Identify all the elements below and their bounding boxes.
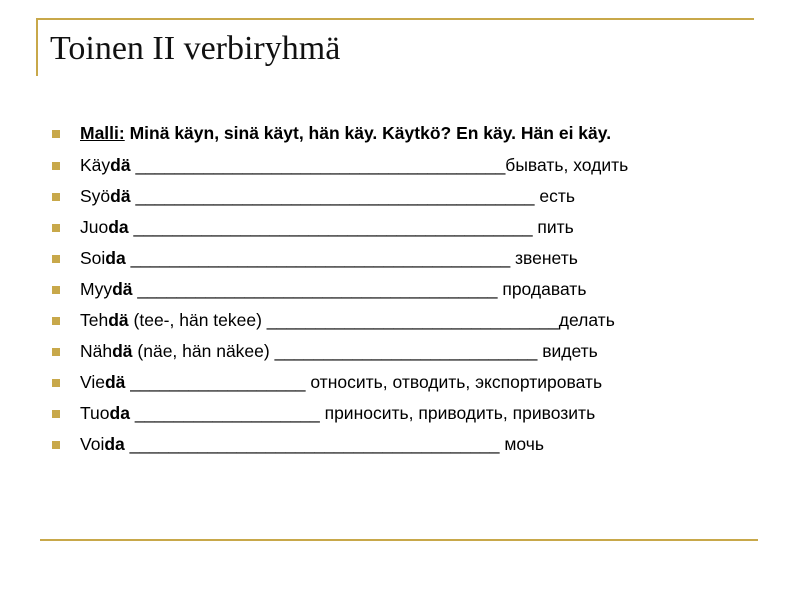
list-item	[50, 431, 770, 457]
verb-tail: _________________________________________ есть	[130, 186, 575, 206]
frame-left-rule	[36, 18, 38, 76]
verb-ending: da	[104, 434, 125, 454]
verb-tail: ______________________________________ мочь	[124, 434, 544, 454]
malli-label: Malli:	[80, 123, 125, 143]
verb-tail: _____________________________________ продавать	[132, 279, 587, 299]
verb-stem: Juo	[80, 217, 109, 237]
verb-ending: da	[108, 217, 129, 237]
square-bullet-icon	[52, 255, 60, 263]
verb-ending: da	[109, 403, 130, 423]
square-bullet-icon	[52, 379, 60, 387]
square-bullet-icon	[52, 224, 60, 232]
list-item	[50, 245, 770, 271]
frame-top-rule	[36, 18, 754, 20]
verb-ending: dä	[112, 341, 133, 361]
verb-stem: Soi	[80, 248, 106, 268]
verb-ending: da	[105, 248, 126, 268]
verb-tail: _________________________________________ пить	[128, 217, 574, 237]
frame-bottom-rule	[40, 539, 758, 541]
square-bullet-icon	[52, 410, 60, 418]
verb-ending: dä	[112, 279, 133, 299]
list-item	[50, 400, 770, 426]
list-item	[50, 152, 770, 178]
verb-tail: ______________________________________бывать, ходить	[130, 155, 629, 175]
list-item-malli	[50, 120, 730, 146]
square-bullet-icon	[52, 193, 60, 201]
square-bullet-icon	[52, 162, 60, 170]
list-item	[50, 307, 770, 333]
verb-stem: Teh	[80, 310, 109, 330]
verb-stem: Käy	[80, 155, 111, 175]
verb-tail: ___________________ приносить, приводить, привозить	[129, 403, 596, 423]
square-bullet-icon	[52, 130, 60, 138]
verb-tail: (tee-, hän tekee) ______________________________делать	[128, 310, 615, 330]
verb-ending: dä	[110, 186, 131, 206]
verb-tail: _______________________________________ звенеть	[125, 248, 578, 268]
verb-stem: Syö	[80, 186, 111, 206]
square-bullet-icon	[52, 317, 60, 325]
square-bullet-icon	[52, 348, 60, 356]
list-item	[50, 276, 770, 302]
verb-stem: Voi	[80, 434, 105, 454]
verb-ending: dä	[104, 372, 126, 392]
verb-ending: dä	[108, 310, 129, 330]
verb-stem: Myy	[80, 279, 113, 299]
list-item	[50, 183, 770, 209]
list-item	[50, 369, 770, 395]
verb-tail: (näe, hän näkee) ___________________________ видеть	[132, 341, 598, 361]
list-item	[50, 214, 770, 240]
slide-title: Toinen II verbiryhmä	[50, 30, 341, 67]
square-bullet-icon	[52, 286, 60, 294]
square-bullet-icon	[52, 441, 60, 449]
verb-ending: dä	[110, 155, 131, 175]
verb-stem: Vie	[80, 372, 105, 392]
malli-text: Minä käyn, sinä käyt, hän käy. Käytkö? En käy. Hän ei käy.	[124, 123, 612, 143]
verb-stem: Tuo	[80, 403, 110, 423]
verb-list	[50, 120, 770, 462]
verb-stem: Näh	[80, 341, 113, 361]
list-item	[50, 338, 770, 364]
verb-tail: __________________ относить, отводить, экспортировать	[125, 372, 603, 392]
